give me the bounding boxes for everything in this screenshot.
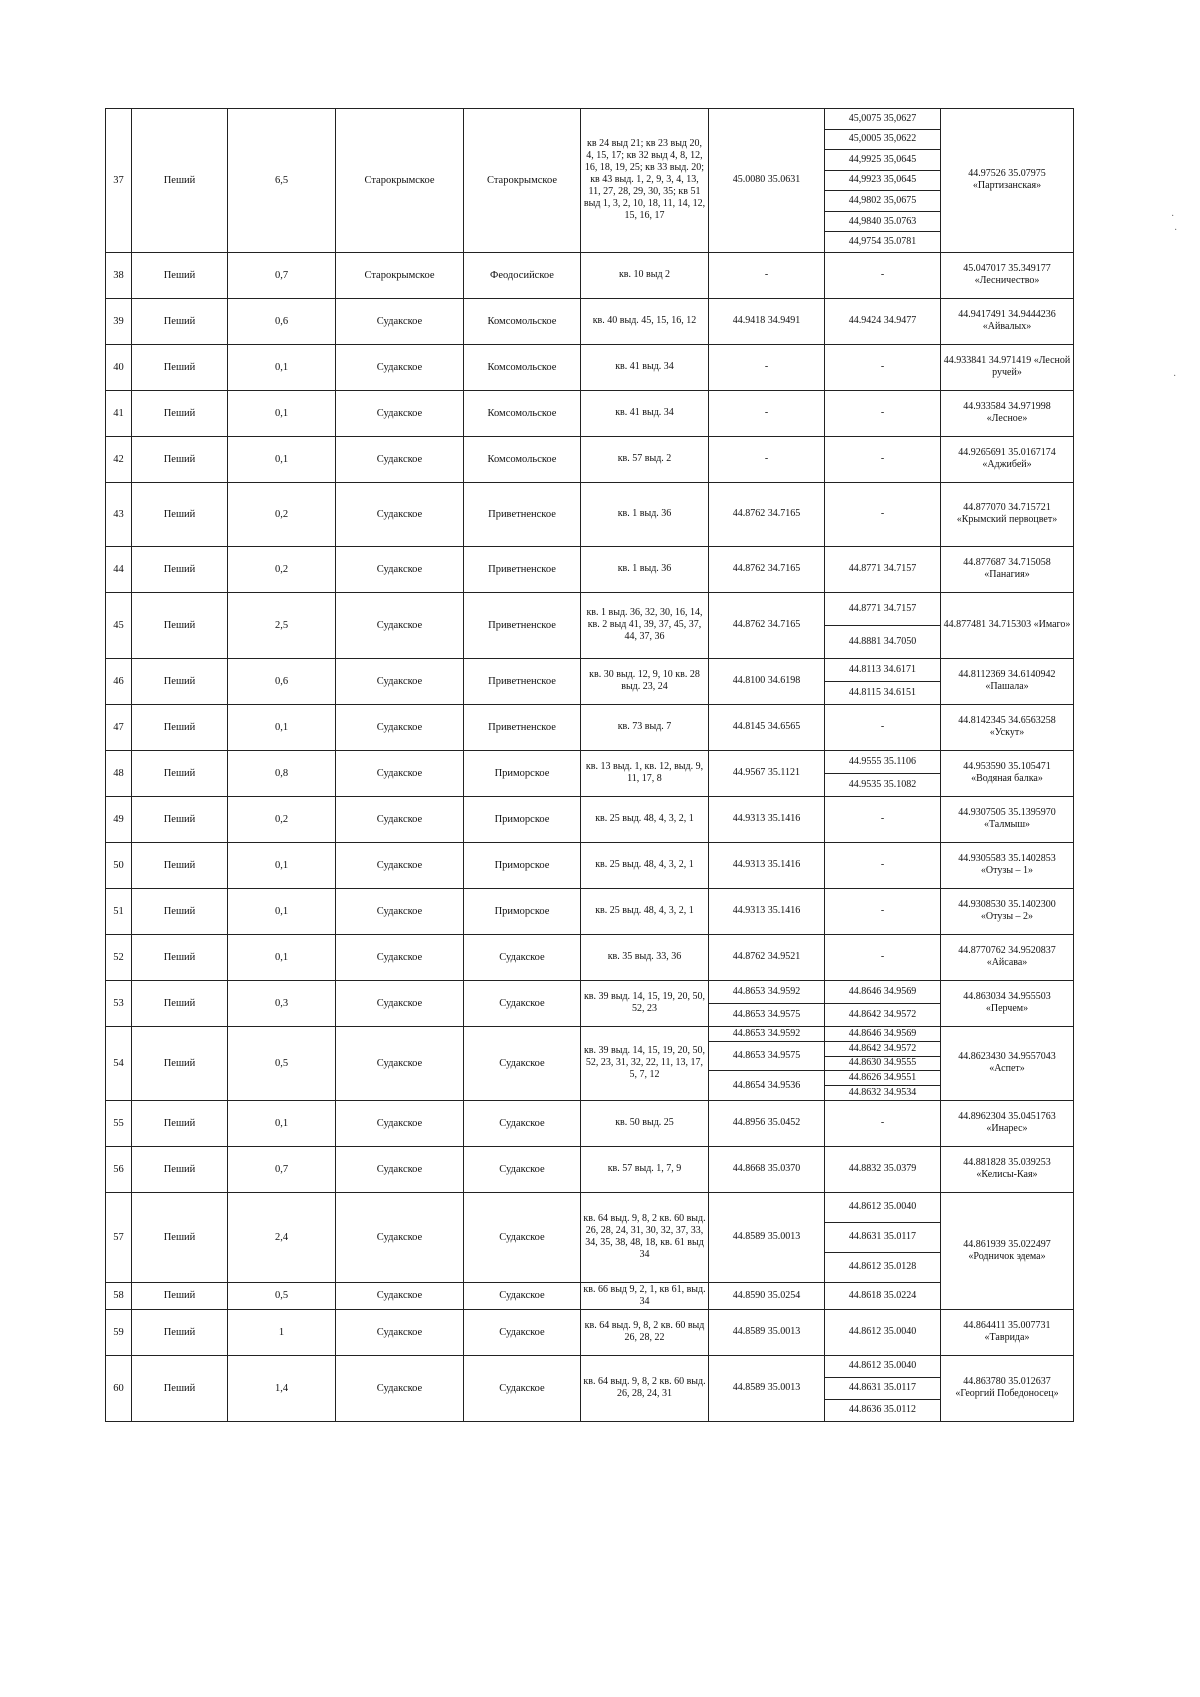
mid-point: 44.8832 35.0379 xyxy=(825,1146,941,1192)
forestry: Приветненское xyxy=(464,546,581,592)
table-row xyxy=(106,344,1074,390)
table-row xyxy=(106,980,1074,1003)
trail-length: 0,1 xyxy=(228,436,336,482)
mid-point: 44.8626 34.9551 xyxy=(825,1071,941,1086)
mid-point: 44.9424 34.9477 xyxy=(825,298,941,344)
row-number: 44 xyxy=(106,546,132,592)
trail-type: Пеший xyxy=(132,888,228,934)
district: Судакское xyxy=(336,934,464,980)
district: Старокрымское xyxy=(336,109,464,253)
district: Судакское xyxy=(336,658,464,704)
start-point: 44.8762 34.7165 xyxy=(709,592,825,658)
forestry: Судакское xyxy=(464,980,581,1026)
start-point: - xyxy=(709,344,825,390)
table-row xyxy=(106,704,1074,750)
scan-artifact: · xyxy=(1174,225,1178,236)
trail-type: Пеший xyxy=(132,796,228,842)
row-number: 58 xyxy=(106,1282,132,1309)
forestry: Феодосийское xyxy=(464,252,581,298)
table-row xyxy=(106,750,1074,773)
forestry: Судакское xyxy=(464,1146,581,1192)
forestry: Комсомольское xyxy=(464,344,581,390)
district: Судакское xyxy=(336,842,464,888)
forest-location: кв. 66 выд 9, 2, 1, кв 61, выд. 34 xyxy=(581,1282,709,1309)
start-point: 44.8653 34.9592 xyxy=(709,1026,825,1041)
landmark-point: 44.863034 34.955503 «Перчем» xyxy=(941,980,1074,1026)
row-number: 48 xyxy=(106,750,132,796)
start-point: 44.9313 35.1416 xyxy=(709,888,825,934)
start-point: 44.8653 34.9575 xyxy=(709,1003,825,1026)
district: Судакское xyxy=(336,298,464,344)
landmark-point: 44.8962304 35.0451763 «Инарес» xyxy=(941,1100,1074,1146)
landmark-point: 44.863780 35.012637 «Георгий Победоносец» xyxy=(941,1355,1074,1421)
trail-type: Пеший xyxy=(132,980,228,1026)
mid-point: - xyxy=(825,888,941,934)
forest-location: кв. 41 выд. 34 xyxy=(581,344,709,390)
table-row xyxy=(106,298,1074,344)
row-number: 38 xyxy=(106,252,132,298)
trail-length: 0,1 xyxy=(228,888,336,934)
mid-point: - xyxy=(825,252,941,298)
mid-point: - xyxy=(825,842,941,888)
table-row xyxy=(106,1026,1074,1041)
scan-artifact: · xyxy=(1173,371,1177,382)
table-row xyxy=(106,546,1074,592)
start-point: 44.8590 35.0254 xyxy=(709,1282,825,1309)
forestry: Комсомольское xyxy=(464,390,581,436)
trail-type: Пеший xyxy=(132,252,228,298)
trail-type: Пеший xyxy=(132,704,228,750)
table-row xyxy=(106,109,1074,130)
trail-type: Пеший xyxy=(132,750,228,796)
table-row xyxy=(106,888,1074,934)
landmark-point: 44.9265691 35.0167174 «Аджибей» xyxy=(941,436,1074,482)
mid-point: 44.8636 35.0112 xyxy=(825,1399,941,1421)
row-number: 53 xyxy=(106,980,132,1026)
forest-location: кв. 25 выд. 48, 4, 3, 2, 1 xyxy=(581,842,709,888)
start-point: 44.8653 34.9575 xyxy=(709,1041,825,1071)
forest-location: кв 24 выд 21; кв 23 выд 20, 4, 15, 17; кв 32 выд 4, 8, 12, 16, 18, 19, 25; кв 33 выд. 20; кв 43 выд. 1, 2, 9, 3, 4, 13, 11, 27, 28, 29, 30, 35; кв 51 выд 1, 3, 2, 10, 18, 11, 14, 12, 15, 16, 17 xyxy=(581,109,709,253)
mid-point: 44.8646 34.9569 xyxy=(825,980,941,1003)
trail-length: 0,1 xyxy=(228,842,336,888)
row-number: 52 xyxy=(106,934,132,980)
table-row xyxy=(106,592,1074,625)
mid-point: 44.8612 35.0040 xyxy=(825,1309,941,1355)
landmark-point: 44.9417491 34.9444236 «Айвалых» xyxy=(941,298,1074,344)
row-number: 51 xyxy=(106,888,132,934)
district: Судакское xyxy=(336,1100,464,1146)
trail-length: 0,5 xyxy=(228,1026,336,1100)
table-row xyxy=(106,658,1074,681)
start-point: 44.8654 34.9536 xyxy=(709,1071,825,1101)
forest-location: кв. 41 выд. 34 xyxy=(581,390,709,436)
table-row xyxy=(106,1309,1074,1355)
trail-length: 0,3 xyxy=(228,980,336,1026)
district: Судакское xyxy=(336,704,464,750)
forestry: Комсомольское xyxy=(464,436,581,482)
mid-point: 44.8646 34.9569 xyxy=(825,1026,941,1041)
forestry: Судакское xyxy=(464,1355,581,1421)
start-point: 44.8653 34.9592 xyxy=(709,980,825,1003)
mid-point: - xyxy=(825,390,941,436)
mid-point: - xyxy=(825,482,941,546)
mid-point: 44.8115 34.6151 xyxy=(825,681,941,704)
forest-location: кв. 39 выд. 14, 15, 19, 20, 50, 52, 23 xyxy=(581,980,709,1026)
district: Судакское xyxy=(336,344,464,390)
forest-location: кв. 39 выд. 14, 15, 19, 20, 50, 52, 23, 31, 32, 22, 11, 13, 17, 5, 7, 12 xyxy=(581,1026,709,1100)
mid-point: 44.8113 34.6171 xyxy=(825,658,941,681)
row-number: 50 xyxy=(106,842,132,888)
row-number: 56 xyxy=(106,1146,132,1192)
district: Судакское xyxy=(336,980,464,1026)
start-point: 44.9313 35.1416 xyxy=(709,842,825,888)
mid-point: - xyxy=(825,1100,941,1146)
mid-point: - xyxy=(825,704,941,750)
start-point: - xyxy=(709,436,825,482)
start-point: 44.8589 35.0013 xyxy=(709,1192,825,1282)
trail-length: 0,7 xyxy=(228,1146,336,1192)
mid-point: 44.8642 34.9572 xyxy=(825,1041,941,1056)
scan-artifact: · xyxy=(1171,211,1175,222)
trail-type: Пеший xyxy=(132,298,228,344)
trail-length: 0,7 xyxy=(228,252,336,298)
trail-length: 0,6 xyxy=(228,658,336,704)
trail-length: 0,2 xyxy=(228,546,336,592)
landmark-point: 44.861939 35.022497 «Родничок эдема» xyxy=(941,1192,1074,1309)
row-number: 47 xyxy=(106,704,132,750)
row-number: 57 xyxy=(106,1192,132,1282)
trail-length: 0,1 xyxy=(228,704,336,750)
row-number: 42 xyxy=(106,436,132,482)
trail-type: Пеший xyxy=(132,1026,228,1100)
row-number: 54 xyxy=(106,1026,132,1100)
trail-length: 0,1 xyxy=(228,1100,336,1146)
trail-length: 0,2 xyxy=(228,796,336,842)
mid-point: 44.8631 35.0117 xyxy=(825,1377,941,1399)
trail-type: Пеший xyxy=(132,1146,228,1192)
landmark-point: 44.933841 34.971419 «Лесной ручей» xyxy=(941,344,1074,390)
table-row xyxy=(106,1146,1074,1192)
landmark-point: 44.933584 34.971998 «Лесное» xyxy=(941,390,1074,436)
row-number: 60 xyxy=(106,1355,132,1421)
row-number: 41 xyxy=(106,390,132,436)
trail-type: Пеший xyxy=(132,934,228,980)
trail-length: 2,5 xyxy=(228,592,336,658)
trail-type: Пеший xyxy=(132,842,228,888)
forestry: Судакское xyxy=(464,934,581,980)
trail-type: Пеший xyxy=(132,1355,228,1421)
district: Судакское xyxy=(336,390,464,436)
row-number: 49 xyxy=(106,796,132,842)
landmark-point: 44.864411 35.007731 «Таврида» xyxy=(941,1309,1074,1355)
forestry: Приветненское xyxy=(464,658,581,704)
trail-length: 0,1 xyxy=(228,934,336,980)
trail-type: Пеший xyxy=(132,592,228,658)
landmark-point: 44.9308530 35.1402300 «Отузы – 2» xyxy=(941,888,1074,934)
trail-length: 1 xyxy=(228,1309,336,1355)
mid-point: 44,9923 35,0645 xyxy=(825,170,941,191)
district: Судакское xyxy=(336,1309,464,1355)
mid-point: 44.8631 35.0117 xyxy=(825,1222,941,1252)
district: Судакское xyxy=(336,1282,464,1309)
forest-location: кв. 64 выд. 9, 8, 2 кв. 60 выд. 26, 28, 24, 31 xyxy=(581,1355,709,1421)
mid-point: 44,9840 35.0763 xyxy=(825,211,941,232)
forest-location: кв. 64 выд. 9, 8, 2 кв. 60 выд 26, 28, 22 xyxy=(581,1309,709,1355)
forestry: Судакское xyxy=(464,1282,581,1309)
table-row xyxy=(106,1282,1074,1309)
trail-length: 1,4 xyxy=(228,1355,336,1421)
start-point: 45.0080 35.0631 xyxy=(709,109,825,253)
mid-point: 44.8632 34.9534 xyxy=(825,1086,941,1101)
table-row xyxy=(106,842,1074,888)
district: Судакское xyxy=(336,796,464,842)
district: Судакское xyxy=(336,750,464,796)
forestry: Старокрымское xyxy=(464,109,581,253)
trail-type: Пеший xyxy=(132,344,228,390)
trail-type: Пеший xyxy=(132,658,228,704)
mid-point: 44.8612 35.0040 xyxy=(825,1355,941,1377)
mid-point: - xyxy=(825,934,941,980)
forest-location: кв. 40 выд. 45, 15, 16, 12 xyxy=(581,298,709,344)
trail-type: Пеший xyxy=(132,109,228,253)
trail-type: Пеший xyxy=(132,1282,228,1309)
table-row xyxy=(106,482,1074,546)
table-row xyxy=(106,1355,1074,1377)
landmark-point: 44.877481 34.715303 «Имаго» xyxy=(941,592,1074,658)
forestry: Приморское xyxy=(464,888,581,934)
trail-length: 0,8 xyxy=(228,750,336,796)
start-point: 44.8762 34.7165 xyxy=(709,482,825,546)
trail-length: 0,1 xyxy=(228,390,336,436)
mid-point: 45,0075 35,0627 xyxy=(825,109,941,130)
mid-point: - xyxy=(825,796,941,842)
row-number: 39 xyxy=(106,298,132,344)
row-number: 37 xyxy=(106,109,132,253)
trail-type: Пеший xyxy=(132,390,228,436)
district: Старокрымское xyxy=(336,252,464,298)
mid-point: 44,9925 35,0645 xyxy=(825,150,941,171)
trail-type: Пеший xyxy=(132,1309,228,1355)
mid-point: 44,9802 35,0675 xyxy=(825,191,941,212)
mid-point: 44,9754 35.0781 xyxy=(825,232,941,253)
mid-point: 44.8771 34.7157 xyxy=(825,546,941,592)
row-number: 59 xyxy=(106,1309,132,1355)
landmark-point: 44.877070 34.715721 «Крымский первоцвет» xyxy=(941,482,1074,546)
forestry: Приветненское xyxy=(464,482,581,546)
forest-location: кв. 1 выд. 36 xyxy=(581,482,709,546)
start-point: 44.8589 35.0013 xyxy=(709,1309,825,1355)
landmark-point: 44.97526 35.07975 «Партизанская» xyxy=(941,109,1074,253)
table-row xyxy=(106,390,1074,436)
forest-location: кв. 30 выд. 12, 9, 10 кв. 28 выд. 23, 24 xyxy=(581,658,709,704)
district: Судакское xyxy=(336,546,464,592)
landmark-point: 44.8770762 34.9520837 «Айсава» xyxy=(941,934,1074,980)
table-row xyxy=(106,252,1074,298)
start-point: 44.9567 35.1121 xyxy=(709,750,825,796)
landmark-point: 45.047017 35.349177 «Лесничество» xyxy=(941,252,1074,298)
start-point: 44.8668 35.0370 xyxy=(709,1146,825,1192)
forest-location: кв. 1 выд. 36, 32, 30, 16, 14, кв. 2 выд 41, 39, 37, 45, 37, 44, 37, 36 xyxy=(581,592,709,658)
trail-length: 0,2 xyxy=(228,482,336,546)
forest-location: кв. 25 выд. 48, 4, 3, 2, 1 xyxy=(581,796,709,842)
row-number: 46 xyxy=(106,658,132,704)
mid-point: 44.8612 35.0040 xyxy=(825,1192,941,1222)
trail-length: 0,1 xyxy=(228,344,336,390)
start-point: - xyxy=(709,252,825,298)
mid-point: 44.9535 35.1082 xyxy=(825,773,941,796)
table-row xyxy=(106,1100,1074,1146)
forestry: Приветненское xyxy=(464,704,581,750)
table-row xyxy=(106,934,1074,980)
forest-location: кв. 35 выд. 33, 36 xyxy=(581,934,709,980)
mid-point: - xyxy=(825,344,941,390)
trail-type: Пеший xyxy=(132,482,228,546)
landmark-point: 44.8623430 34.9557043 «Аспет» xyxy=(941,1026,1074,1100)
forestry: Судакское xyxy=(464,1192,581,1282)
mid-point: - xyxy=(825,436,941,482)
landmark-point: 44.8112369 34.6140942 «Пашала» xyxy=(941,658,1074,704)
row-number: 43 xyxy=(106,482,132,546)
mid-point: 44.8881 34.7050 xyxy=(825,625,941,658)
forestry: Приморское xyxy=(464,842,581,888)
mid-point: 44.8612 35.0128 xyxy=(825,1252,941,1282)
landmark-point: 44.9305583 35.1402853 «Отузы – 1» xyxy=(941,842,1074,888)
forestry: Приморское xyxy=(464,796,581,842)
start-point: 44.8956 35.0452 xyxy=(709,1100,825,1146)
forestry: Судакское xyxy=(464,1026,581,1100)
table-row xyxy=(106,436,1074,482)
mid-point: 44.8618 35.0224 xyxy=(825,1282,941,1309)
landmark-point: 44.877687 34.715058 «Панагия» xyxy=(941,546,1074,592)
forest-location: кв. 1 выд. 36 xyxy=(581,546,709,592)
start-point: - xyxy=(709,390,825,436)
forest-location: кв. 50 выд. 25 xyxy=(581,1100,709,1146)
trail-length: 6,5 xyxy=(228,109,336,253)
forestry: Приморское xyxy=(464,750,581,796)
mid-point: 45,0005 35,0622 xyxy=(825,129,941,150)
forestry: Комсомольское xyxy=(464,298,581,344)
trails-table-body xyxy=(106,109,1074,1422)
trail-type: Пеший xyxy=(132,436,228,482)
mid-point: 44.9555 35.1106 xyxy=(825,750,941,773)
landmark-point: 44.881828 35.039253 «Келисы-Кая» xyxy=(941,1146,1074,1192)
trail-length: 0,6 xyxy=(228,298,336,344)
trail-type: Пеший xyxy=(132,1192,228,1282)
mid-point: 44.8771 34.7157 xyxy=(825,592,941,625)
district: Судакское xyxy=(336,888,464,934)
start-point: 44.8762 34.9521 xyxy=(709,934,825,980)
start-point: 44.9418 34.9491 xyxy=(709,298,825,344)
table-row xyxy=(106,1192,1074,1222)
landmark-point: 44.953590 35.105471 «Водяная балка» xyxy=(941,750,1074,796)
district: Судакское xyxy=(336,1026,464,1100)
forest-location: кв. 13 выд. 1, кв. 12, выд. 9, 11, 17, 8 xyxy=(581,750,709,796)
start-point: 44.8145 34.6565 xyxy=(709,704,825,750)
mid-point: 44.8642 34.9572 xyxy=(825,1003,941,1026)
landmark-point: 44.9307505 35.1395970 «Талмыш» xyxy=(941,796,1074,842)
district: Судакское xyxy=(336,436,464,482)
row-number: 40 xyxy=(106,344,132,390)
start-point: 44.8589 35.0013 xyxy=(709,1355,825,1421)
trails-table xyxy=(105,108,1074,1422)
district: Судакское xyxy=(336,1146,464,1192)
forestry: Приветненское xyxy=(464,592,581,658)
landmark-point: 44.8142345 34.6563258 «Ускут» xyxy=(941,704,1074,750)
forest-location: кв. 10 выд 2 xyxy=(581,252,709,298)
forest-location: кв. 64 выд. 9, 8, 2 кв. 60 выд. 26, 28, 24, 31, 30, 32, 37, 33, 34, 35, 38, 48, 18, кв. 61 выд 34 xyxy=(581,1192,709,1282)
forestry: Судакское xyxy=(464,1309,581,1355)
row-number: 55 xyxy=(106,1100,132,1146)
district: Судакское xyxy=(336,1355,464,1421)
district: Судакское xyxy=(336,592,464,658)
table-row xyxy=(106,796,1074,842)
trail-type: Пеший xyxy=(132,546,228,592)
forest-location: кв. 25 выд. 48, 4, 3, 2, 1 xyxy=(581,888,709,934)
trail-length: 2,4 xyxy=(228,1192,336,1282)
row-number: 45 xyxy=(106,592,132,658)
start-point: 44.8100 34.6198 xyxy=(709,658,825,704)
start-point: 44.8762 34.7165 xyxy=(709,546,825,592)
start-point: 44.9313 35.1416 xyxy=(709,796,825,842)
district: Судакское xyxy=(336,482,464,546)
forest-location: кв. 57 выд. 2 xyxy=(581,436,709,482)
trail-type: Пеший xyxy=(132,1100,228,1146)
mid-point: 44.8630 34.9555 xyxy=(825,1056,941,1071)
district: Судакское xyxy=(336,1192,464,1282)
trail-length: 0,5 xyxy=(228,1282,336,1309)
trails-table-page xyxy=(105,108,1073,1422)
forestry: Судакское xyxy=(464,1100,581,1146)
forest-location: кв. 57 выд. 1, 7, 9 xyxy=(581,1146,709,1192)
forest-location: кв. 73 выд. 7 xyxy=(581,704,709,750)
